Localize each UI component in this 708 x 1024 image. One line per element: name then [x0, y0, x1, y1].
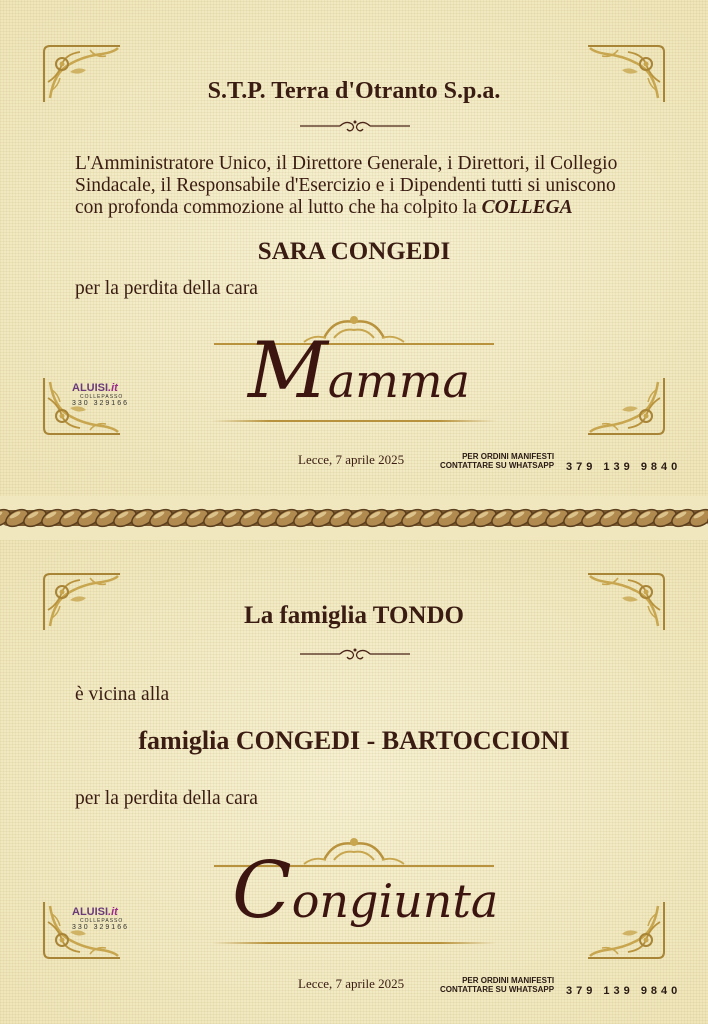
rope-svg — [0, 496, 708, 540]
aluisi-logo-icon — [72, 906, 129, 931]
card1-body-line3-wrap — [75, 197, 617, 219]
flourish-divider-icon — [300, 118, 410, 134]
card1-relation-word — [248, 326, 470, 416]
card2-whatsapp-phone: 379 139 9840 — [566, 985, 682, 997]
corner-ornament-icon — [584, 898, 668, 962]
card1-intro: per la perdita della cara — [75, 278, 258, 299]
card1-deceased-colleague: SARA CONGEDI — [257, 238, 451, 265]
card1-body-line2: Sindacale, il Responsabile d'Esercizio e i Dipendenti tutti si uniscono — [75, 175, 616, 196]
card2-title: La famiglia TONDO — [244, 602, 464, 629]
card1-body-emphasis: COLLEGA — [481, 197, 573, 218]
condolence-card-1 — [0, 0, 708, 500]
card1-order-info — [440, 452, 554, 470]
card2-relation-word — [232, 846, 498, 936]
logo-brand: ALUISI — [72, 382, 109, 394]
rope-divider-icon — [0, 496, 708, 540]
card1-body — [75, 153, 617, 219]
card2-intro2: per la perdita della cara — [75, 788, 258, 809]
logo-tld: .it — [108, 906, 118, 918]
condolence-card-2 — [0, 540, 708, 1024]
aluisi-logo-icon — [72, 382, 129, 407]
card2-order-info — [440, 976, 554, 994]
flourish-divider-icon — [300, 646, 410, 662]
card2-relation-initial: C — [232, 846, 292, 936]
logo-phone: 330 329166 — [72, 924, 129, 931]
card1-title: S.T.P. Terra d'Otranto S.p.a. — [207, 78, 501, 104]
gold-rule — [212, 420, 496, 422]
order-line1: PER ORDINI MANIFESTI — [462, 452, 555, 461]
card1-whatsapp-phone: 379 139 9840 — [566, 461, 682, 473]
card1-date: Lecce, 7 aprile 2025 — [298, 452, 405, 467]
logo-city: COLLEPASSO — [80, 918, 124, 924]
order-line2: CONTATTARE SU WHATSAPP — [440, 985, 555, 994]
card2-relation-rest: ongiunta — [291, 874, 499, 928]
gold-rule — [212, 942, 496, 944]
order-line2: CONTATTARE SU WHATSAPP — [440, 461, 555, 470]
card2-intro1: è vicina alla — [75, 684, 170, 705]
order-line1: PER ORDINI MANIFESTI — [462, 976, 555, 985]
logo-phone: 330 329166 — [72, 400, 129, 407]
card1-relation-initial: M — [248, 326, 328, 416]
card2-family: famiglia CONGEDI - BARTOCCIONI — [138, 726, 570, 755]
corner-ornament-icon — [584, 374, 668, 438]
logo-tld: .it — [108, 382, 118, 394]
card1-body-line1: L'Amministratore Unico, il Direttore Generale, i Direttori, il Collegio — [75, 153, 618, 174]
logo-brand: ALUISI — [72, 906, 109, 918]
logo-city: COLLEPASSO — [80, 394, 124, 400]
card1-body-line3: con profonda commozione al lutto che ha colpito la — [75, 197, 477, 218]
card1-relation-rest: amma — [327, 354, 470, 408]
card2-date: Lecce, 7 aprile 2025 — [298, 976, 405, 991]
